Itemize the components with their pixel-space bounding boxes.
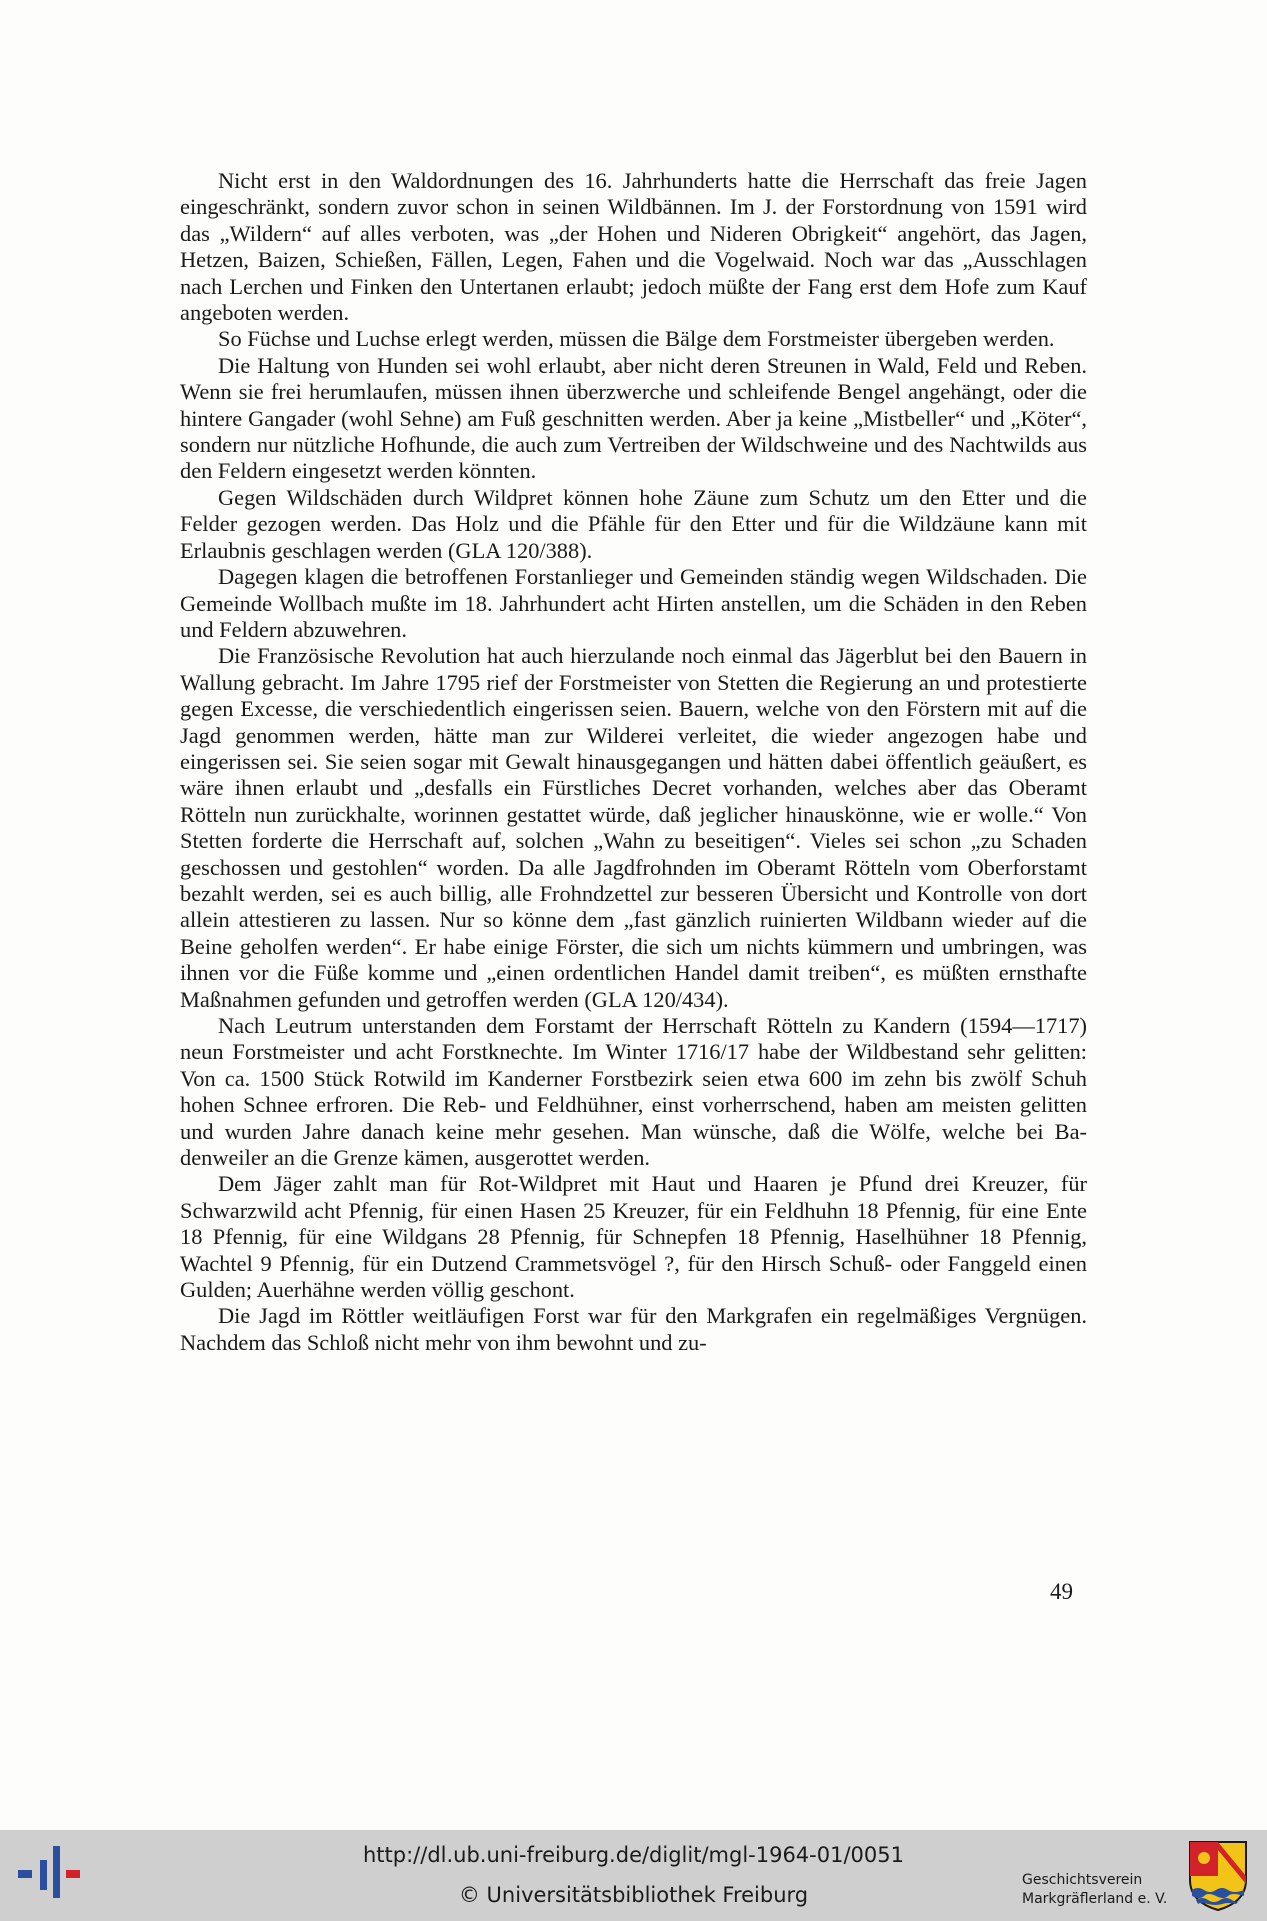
paragraph: Nach Leutrum unterstanden dem Forstamt der Herrschaft Rötteln zu Kandern (1594—1717) neun Forstmeister und acht Forstknechte. Im Winter 1716/17 habe der Wildbestand sehr gelitten: Von ca. 1500 Stück Rotwild im Kanderner Forstbezirk seien etwa 600 im zehn bis zwölf Schuh hohen Schnee erfroren. Die Reb- und Feldhühner, einst vorherrschend, haben am meisten gelitten und wurden Jahre danach keine mehr gesehen. Man wünsche, daß die Wölfe, welche bei Badenweiler an die Grenze kämen, ausgerottet werden. [180,1013,1087,1171]
paragraph: Gegen Wildschäden durch Wildpret können hohe Zäune zum Schutz um den Etter und die Felder gezogen werden. Das Holz und die Pfähle für den Etter und für die Wildzäune kann mit Erlaubnis geschlagen werden (GLA 120/388). [180,484,1087,563]
logo-bar [66,1870,80,1878]
paragraph: Die Haltung von Hunden sei wohl erlaubt, aber nicht deren Streunen in Wald, Feld und Reben. Wenn sie frei herumlaufen, müssen ihnen überzwerche und schleifende Bengel angehängt, oder die hintere Gangader (wohl Sehne) am Fuß geschnitten werden. Aber ja keine „Mistbeller“ und „Köter“, sondern nur nützliche Hofhunde, die auch zum Vertreiben der Wildschweine und des Nachtwilds aus den Feldern eingesetzt werden könnten. [180,352,1087,484]
page-number: 49 [1050,1579,1073,1604]
paragraph: Dem Jäger zahlt man für Rot-Wildpret mit Haut und Haaren je Pfund drei Kreuzer, für Schwarzwild acht Pfennig, für einen Hasen 25 Kreuzer, für ein Feldhuhn 18 Pfennig, für eine Ente 18 Pfennig, für eine Wildgans 28 Pfennig, für Schnepfen 18 Pfennig, Haselhühner 18 Pfennig, Wachtel 9 Pfennig, für ein Dutzend Crammetsvögel ?, für den Hirsch Schuß- oder Fanggeld einen Gulden; Auerhähne werden völlig geschont. [180,1171,1087,1303]
paragraph: So Füchse und Luchse erlegt werden, müssen die Bälge dem Forstmeister übergeben werden. [218,326,1055,352]
society-name [1022,1871,1192,1909]
society-line: Markgräflerland e. V. [1022,1891,1168,1907]
logo-bar [18,1870,32,1878]
society-line: Geschichtsverein [1022,1872,1143,1888]
footer-copyright: © Universitätsbibliothek Freiburg [458,1883,809,1907]
paragraph: Die Französische Revolution hat auch hierzulande noch einmal das Jägerblut bei den Bauern in Wallung gebracht. Im Jahre 1795 rief der Forstmeister von Stetten die Regierung an und protestierte gegen Excesse, die verschiedentlich eingerissen seien. Bauern, welche von den Förstern mit auf die Jagd genommen werden, hätte man zur Wilderei verleitet, die wieder angezogen habe und eingerissen sei. Sie seien sogar mit Gewalt hinausgegangen und hätten dabei öffentlich geäußert, es wäre ihnen erlaubt und „desfalls ein Fürstliches Decret vorhanden, welches aber das Oberamt Rötteln nun zurückhalte, worinnen gestattet würde, daß jeglicher hinauskönne, wie er wolle.“ Von Stetten forderte die Herrschaft auf, solchen „Wahn zu beseitigen“. Vieles sei schon „zu Schaden geschossen und gestohlen“ worden. Da alle Jagdfrohnden im Oberamt Rötteln vom Oberforstamt bezahlt werden, sei es auch billig, alle Frohndzettel zur besseren Übersicht und Kontrolle von dort allein attestieren zu lassen. Nur so könne dem „fast gänzlich ruinierten Wildbann wieder auf die Beine geholfen werden“. Er habe einige Förster, die sich um nichts kümmern und umbringen, was ihnen vor die Füße komme und „einen ordentlichen Handel damit treiben“, es müßten ernsthafte Maßnahmen gefunden und getroffen werden (GLA 120/434). [180,643,1087,1012]
coat-of-arms-icon [1188,1840,1248,1912]
paragraph: Nicht erst in den Waldordnungen des 16. Jahrhunderts hatte die Herrschaft das freie Jagen eingeschränkt, sondern zuvor schon in seinen Wildbännen. Im J. der Forstordnung von 1591 wird das „Wildern“ auf alles verboten, was „der Hohen und Nideren Obrigkeit“ angehört, das Jagen, Hetzen, Baizen, Schießen, Fällen, Legen, Fahen und die Vogelwaid. Noch war das „Ausschlagen nach Lerchen und Finken den Untertanen erlaubt; jedoch müßte der Fang erst dem Hofe zum Kauf angeboten werden. [180,168,1087,326]
paragraph: Dagegen klagen die betroffenen Forstanlieger und Gemeinden ständig wegen Wildschaden. Die Gemeinde Wollbach mußte im 18. Jahrhundert acht Hirten anstellen, um die Schäden in den Reben und Feldern abzuwehren. [180,564,1087,642]
footer-bar [0,1830,1267,1921]
body-text [180,168,1087,1356]
paragraph: Die Jagd im Röttler weitläufigen Forst war für den Markgrafen ein regelmäßiges Vergnügen. Nachdem das Schloß nicht mehr von ihm bewohnt und zu- [180,1303,1087,1355]
shield-emblem [1198,1852,1210,1864]
footer-url-link[interactable]: http://dl.ub.uni-freiburg.de/diglit/mgl-1964-01/0051 [362,1843,904,1867]
